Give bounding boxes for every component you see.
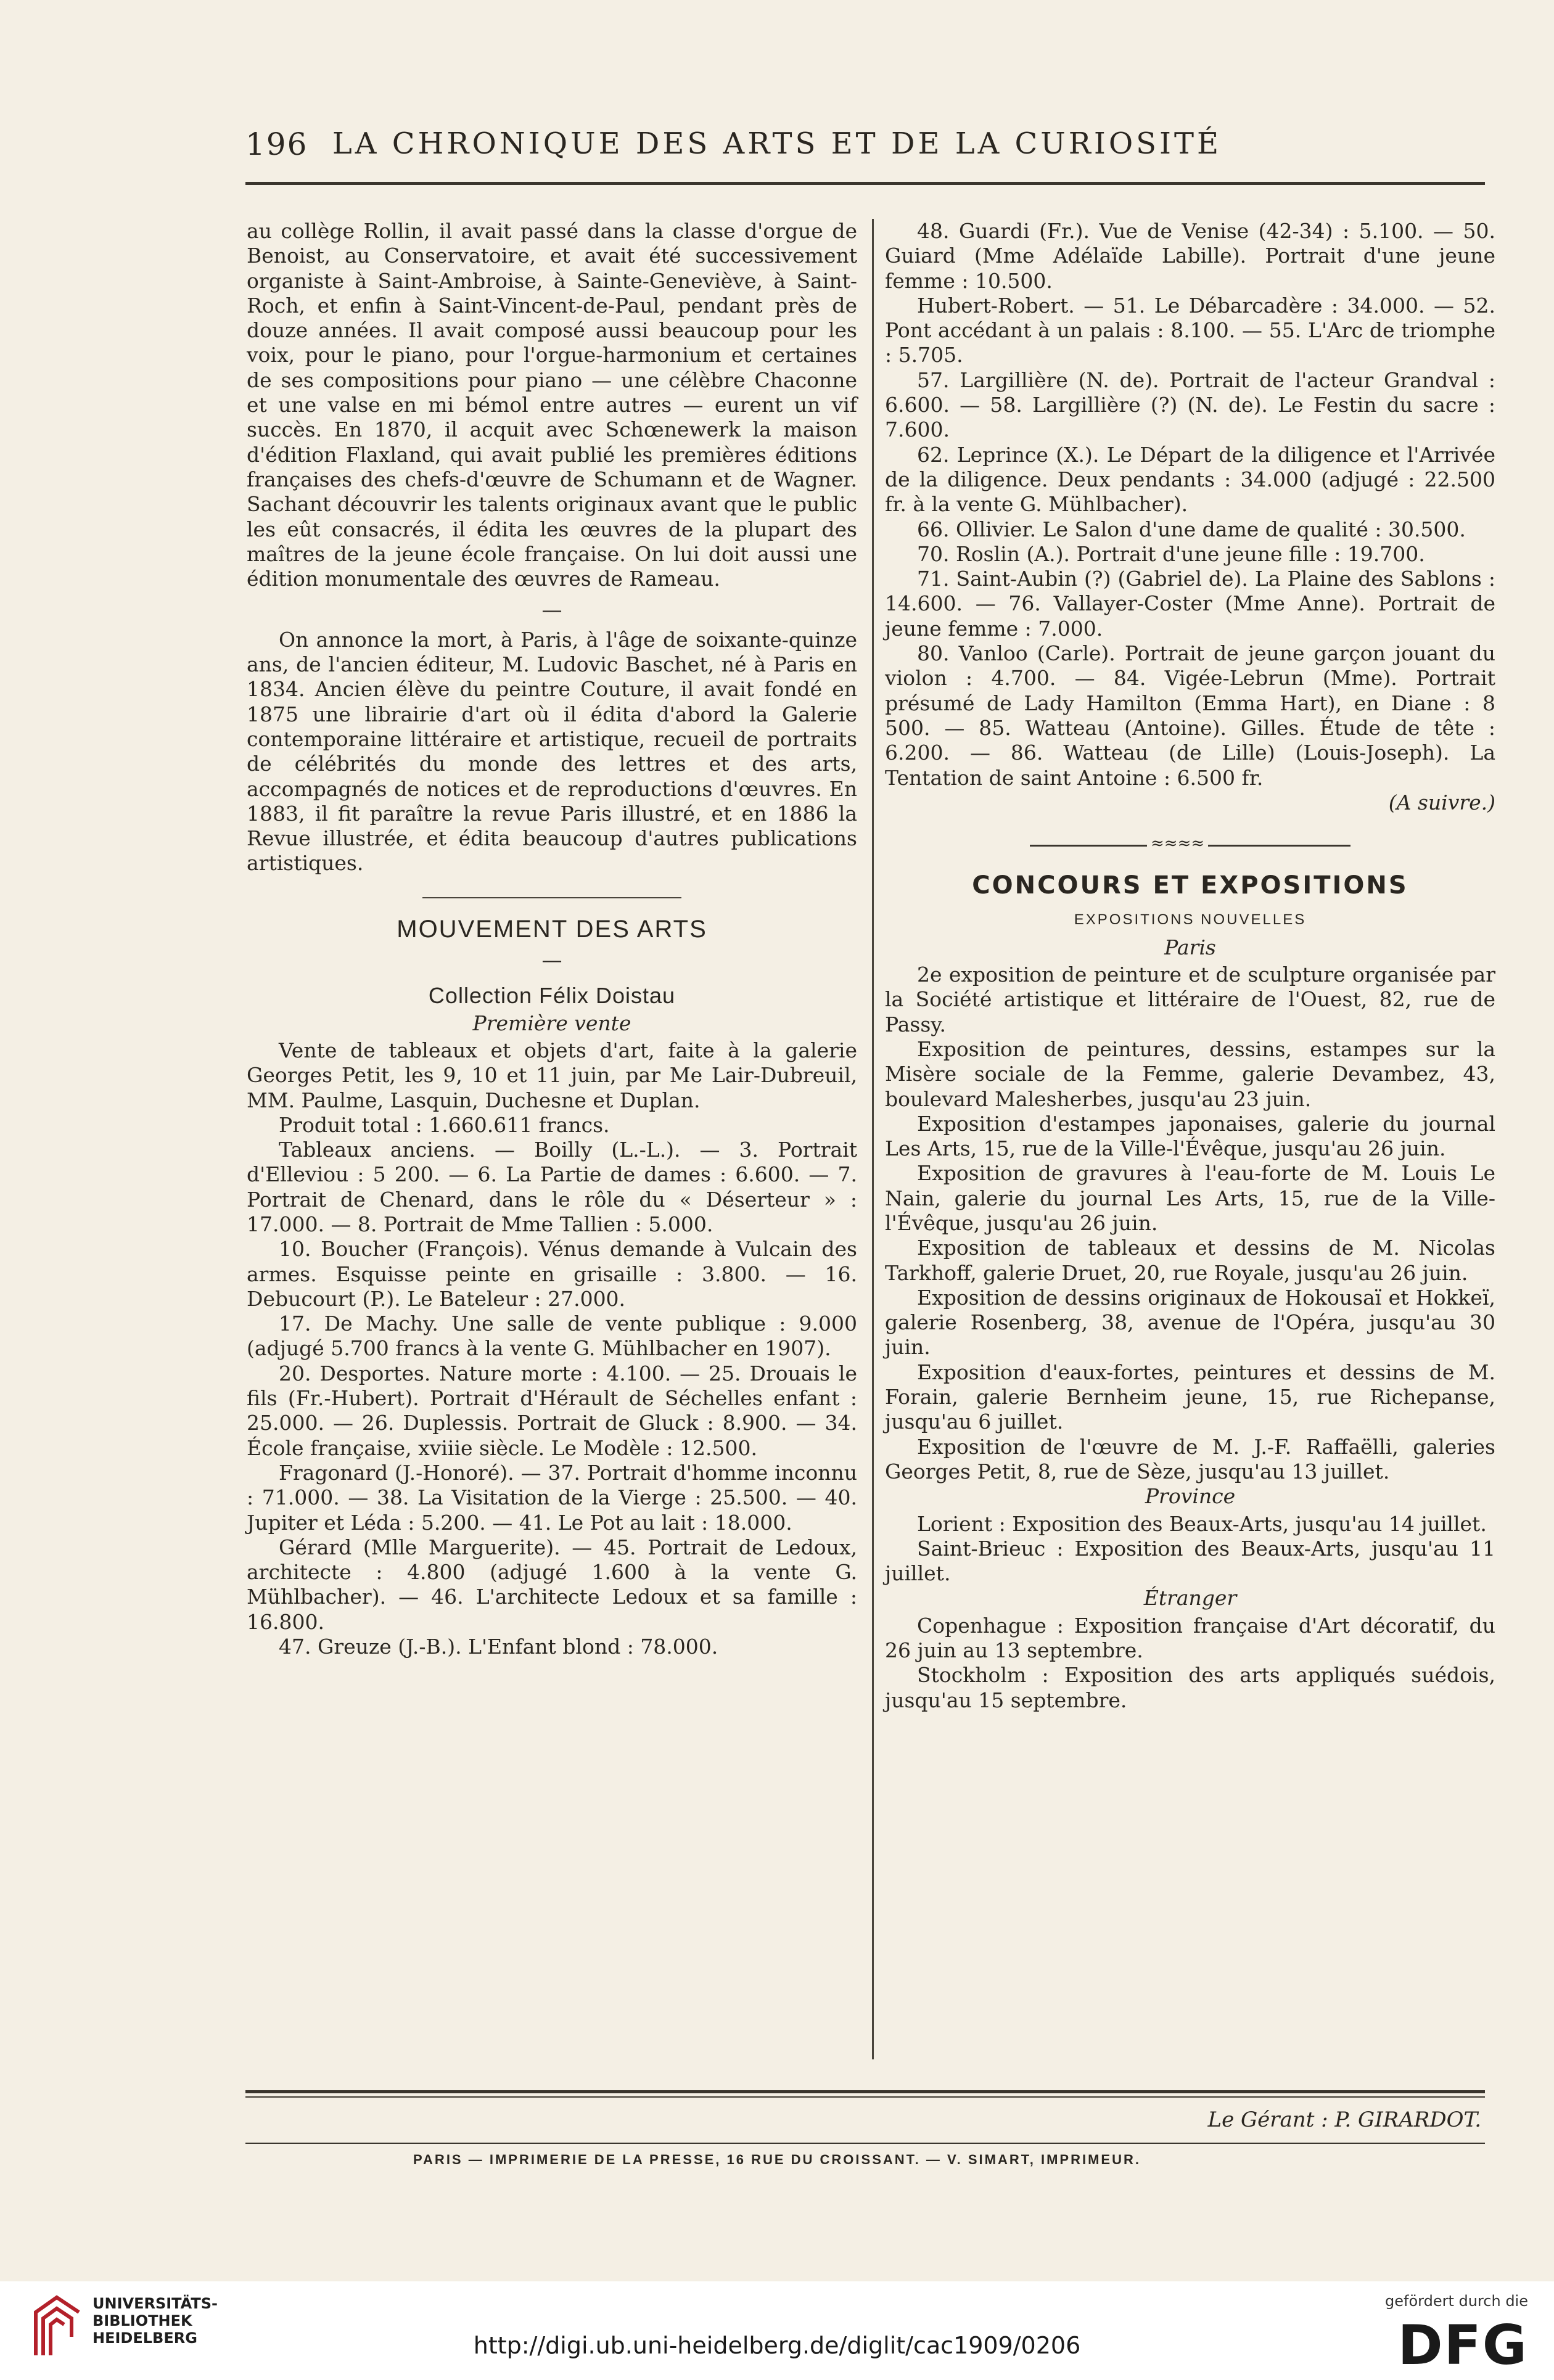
a-suivre: (A suivre.)	[1388, 790, 1495, 815]
paragraph: Exposition de dessins originaux de Hokousaï et Hokkeï, galerie Rosenberg, 38, avenue de l'Opéra, jusqu'au 30 juin.	[885, 1285, 1495, 1360]
paragraph: Exposition d'estampes japonaises, galerie du journal Les Arts, 15, rue de la Ville-l'Évêque, jusqu'au 26 juin.	[885, 1111, 1495, 1161]
paragraph: 47. Greuze (J.-B.). L'Enfant blond : 78.000.	[279, 1635, 718, 1659]
paragraph: Fragonard (J.-Honoré). — 37. Portrait d'homme inconnu : 71.000. — 38. La Visitation de la Vierge : 25.500. — 40. Jupiter et Léda : 5.200. — 41. Le Pot au lait : 18.000.	[247, 1460, 857, 1535]
paragraph: Exposition de gravures à l'eau-forte de M. Louis Le Nain, galerie du journal Les Arts, 15, rue de la Ville-l'Évêque, jusqu'au 26 juin.	[885, 1161, 1495, 1235]
paragraph: 80. Vanloo (Carle). Portrait de jeune garçon jouant du violon : 4.700. — 84. Vigée-Lebrun (Mme). Portrait présumé de Lady Hamilton (Emma Hart), en Diane : 8 500. — 85. Watteau (Antoine). Gilles. Étude de tête : 6.200. — 86. Watteau (de Lille) (Louis-Joseph). La Tentation de saint Antoine : 6.500 fr.	[885, 641, 1495, 790]
heading-paris: Paris	[1164, 935, 1216, 959]
heading-etranger: Étranger	[1143, 1586, 1237, 1611]
collection-title: Collection Félix Doistau	[428, 983, 676, 1009]
permalink-url[interactable]: http://digi.ub.uni-heidelberg.de/diglit/cac1909/0206	[473, 2332, 1081, 2359]
section-title-mouvement: MOUVEMENT DES ARTS	[397, 915, 707, 943]
ub-line: BIBLIOTHEK	[92, 2312, 192, 2329]
paragraph: 57. Largillière (N. de). Portrait de l'acteur Grandval : 6.600. — 58. Largillière (?) (N. de). Le Festin du sacre : 7.600.	[885, 367, 1495, 442]
ornament-rule	[1030, 840, 1350, 851]
subsection-title: EXPOSITIONS NOUVELLES	[1074, 911, 1307, 929]
footer-rule	[245, 2143, 1485, 2144]
paragraph: 62. Leprince (X.). Le Départ de la diligence et l'Arrivée de la diligence. Deux pendants : 34.000 (adjugé : 22.500 fr. à la vente G. Mühlbacher).	[885, 442, 1495, 517]
funding-label: gefördert durch die	[1385, 2292, 1528, 2310]
paragraph: Stockholm : Exposition des arts appliqués suédois, jusqu'au 15 septembre.	[885, 1663, 1495, 1712]
paragraph: 66. Ollivier. Le Salon d'une dame de qualité : 30.500.	[917, 517, 1466, 541]
ub-line: UNIVERSITÄTS-	[92, 2295, 218, 2312]
right-column	[885, 219, 1495, 1713]
footer-rule	[245, 2096, 1485, 2098]
dash-separator: —	[541, 597, 562, 622]
dash-separator: —	[541, 948, 562, 972]
paragraph: Exposition de l'œuvre de M. J.-F. Raffaëlli, galeries Georges Petit, 8, rue de Sèze, jusqu'au 13 juillet.	[885, 1434, 1495, 1483]
paragraph: au collège Rollin, il avait passé dans la classe d'orgue de Benoist, au Conservatoire, et avait été successivement organiste à Saint-Ambroise, à Sainte-Geneviève, à Saint-Roch, et enfin à Saint-Vincent-de-Paul, pendant près de douze années. Il avait composé aussi beaucoup pour les voix, pour le piano, pour l'orgue-harmonium et certaines de ses compositions pour piano — une célèbre Chaconne et une valse en mi bémol entre autres — eurent un vif succès. En 1870, il acquit avec Schœnewerk la maison d'édition Flaxland, qui avait publié les premières éditions françaises des chefs-d'œuvre de Schumann et de Wagner. Sachant découvrir les talents originaux avant que le public les eût consacrés, il édita les œuvres de la plupart des maîtres de la jeune école française. On lui doit aussi une édition monumentale des œuvres de Rameau.	[247, 219, 857, 591]
collection-subtitle: Première vente	[472, 1011, 631, 1035]
paragraph: Exposition de peintures, dessins, estampes sur la Misère sociale de la Femme, galerie Devambez, 43, boulevard Malesherbes, jusqu'au 23 juin.	[885, 1036, 1495, 1111]
running-head	[0, 126, 1554, 170]
paragraph: On annonce la mort, à Paris, à l'âge de soixante-quinze ans, de l'ancien éditeur, M. Ludovic Baschet, né à Paris en 1834. Ancien élève du peintre Couture, il avait fondé en 1875 une librairie d'art où il édita d'abord la Galerie contemporaine littéraire et artistique, recueil de portraits de célébrités du monde des lettres et des arts, accompagnés de notices et de reproductions d'œuvres. En 1883, il fit paraître la revue Paris illustré, et en 1886 la Revue illustrée, et édita beaucoup d'autres publications artistiques.	[247, 627, 857, 876]
paragraph: Gérard (Mlle Marguerite). — 45. Portrait de Ledoux, architecte : 4.800 (adjugé 1.600 à la vente G. Mühlbacher). — 46. L'architecte Ledoux et sa famille : 16.800.	[247, 1535, 857, 1634]
library-footer-bar	[0, 2281, 1554, 2380]
footer-rule	[245, 2090, 1485, 2093]
paragraph: Exposition d'eaux-fortes, peintures et dessins de M. Forain, galerie Bernheim jeune, 15, rue Richepanse, jusqu'au 6 juillet.	[885, 1360, 1495, 1434]
paragraph: Saint-Brieuc : Exposition des Beaux-Arts, jusqu'au 11 juillet.	[885, 1536, 1495, 1586]
journal-title: LA CHRONIQUE DES ARTS ET DE LA CURIOSITÉ	[332, 126, 1222, 161]
paragraph: Produit total : 1.660.611 francs.	[279, 1112, 610, 1137]
paragraph: 2e exposition de peinture et de sculpture organisée par la Société artistique et littéraire de l'Ouest, 82, rue de Passy.	[885, 962, 1495, 1036]
printer-imprint: PARIS — IMPRIMERIE DE LA PRESSE, 16 RUE DU CROISSANT. — V. SIMART, IMPRIMEUR.	[413, 2152, 1141, 2167]
gerant-signature: Le Gérant : P. GIRARDOT.	[1207, 2107, 1481, 2132]
column-divider	[872, 219, 874, 2059]
paragraph: 70. Roslin (A.). Portrait d'une jeune fille : 19.700.	[917, 541, 1425, 566]
paragraph: 10. Boucher (François). Vénus demande à Vulcain des armes. Esquisse peinte en grisaille : 3.800. — 16. Debucourt (P.). Le Bateleur : 27.000.	[247, 1237, 857, 1311]
paragraph: 17. De Machy. Une salle de vente publique : 9.000 (adjugé 5.700 francs à la vente G. Mühlbacher en 1907).	[247, 1311, 857, 1361]
paragraph: Vente de tableaux et objets d'art, faite à la galerie Georges Petit, les 9, 10 et 11 juin, par Me Lair-Dubreuil, MM. Paulme, Lasquin, Duchesne et Duplan.	[247, 1038, 857, 1112]
section-title-concours: CONCOURS ET EXPOSITIONS	[972, 871, 1408, 900]
paragraph: Lorient : Exposition des Beaux-Arts, jusqu'au 14 juillet.	[917, 1511, 1487, 1536]
page-number: 196	[245, 126, 308, 162]
paragraph: Tableaux anciens. — Boilly (L.-L.). — 3. Portrait d'Elleviou : 5 200. — 6. La Partie de dames : 6.600. — 7. Portrait de Chenard, dans le rôle du « Déserteur » : 17.000. — 8. Portrait de Mme Tallien : 5.000.	[247, 1138, 857, 1236]
ornament-rule	[422, 893, 681, 902]
heading-province: Province	[1145, 1484, 1236, 1509]
paragraph: Hubert-Robert. — 51. Le Débarcadère : 34.000. — 52. Pont accédant à un palais : 8.100. — 55. L'Arc de triomphe : 5.705.	[885, 293, 1495, 367]
paragraph: 20. Desportes. Nature morte : 4.100. — 25. Drouais le fils (Fr.-Hubert). Portrait d'Hérault de Séchelles enfant : 25.000. — 26. Duplessis. Portrait de Gluck : 8.900. — 34. École française, xviiie siècle. Le Modèle : 12.500.	[247, 1361, 857, 1460]
paragraph: 48. Guardi (Fr.). Vue de Venise (42-34) : 5.100. — 50. Guiard (Mme Adélaïde Labille). Portrait d'une jeune femme : 10.500.	[885, 219, 1495, 293]
header-rule	[245, 182, 1485, 185]
paragraph: 71. Saint-Aubin (?) (Gabriel de). La Plaine des Sablons : 14.600. — 76. Vallayer-Coster (Mme Anne). Portrait de jeune femme : 7.000.	[885, 567, 1495, 641]
dfg-logo: DFG	[1397, 2313, 1528, 2377]
paragraph: Exposition de tableaux et dessins de M. Nicolas Tarkhoff, galerie Druet, 20, rue Royale, jusqu'au 26 juin.	[885, 1236, 1495, 1285]
paragraph: Copenhague : Exposition française d'Art décoratif, du 26 juin au 13 septembre.	[885, 1613, 1495, 1663]
left-column	[247, 219, 857, 1659]
ub-line: HEIDELBERG	[92, 2329, 197, 2347]
